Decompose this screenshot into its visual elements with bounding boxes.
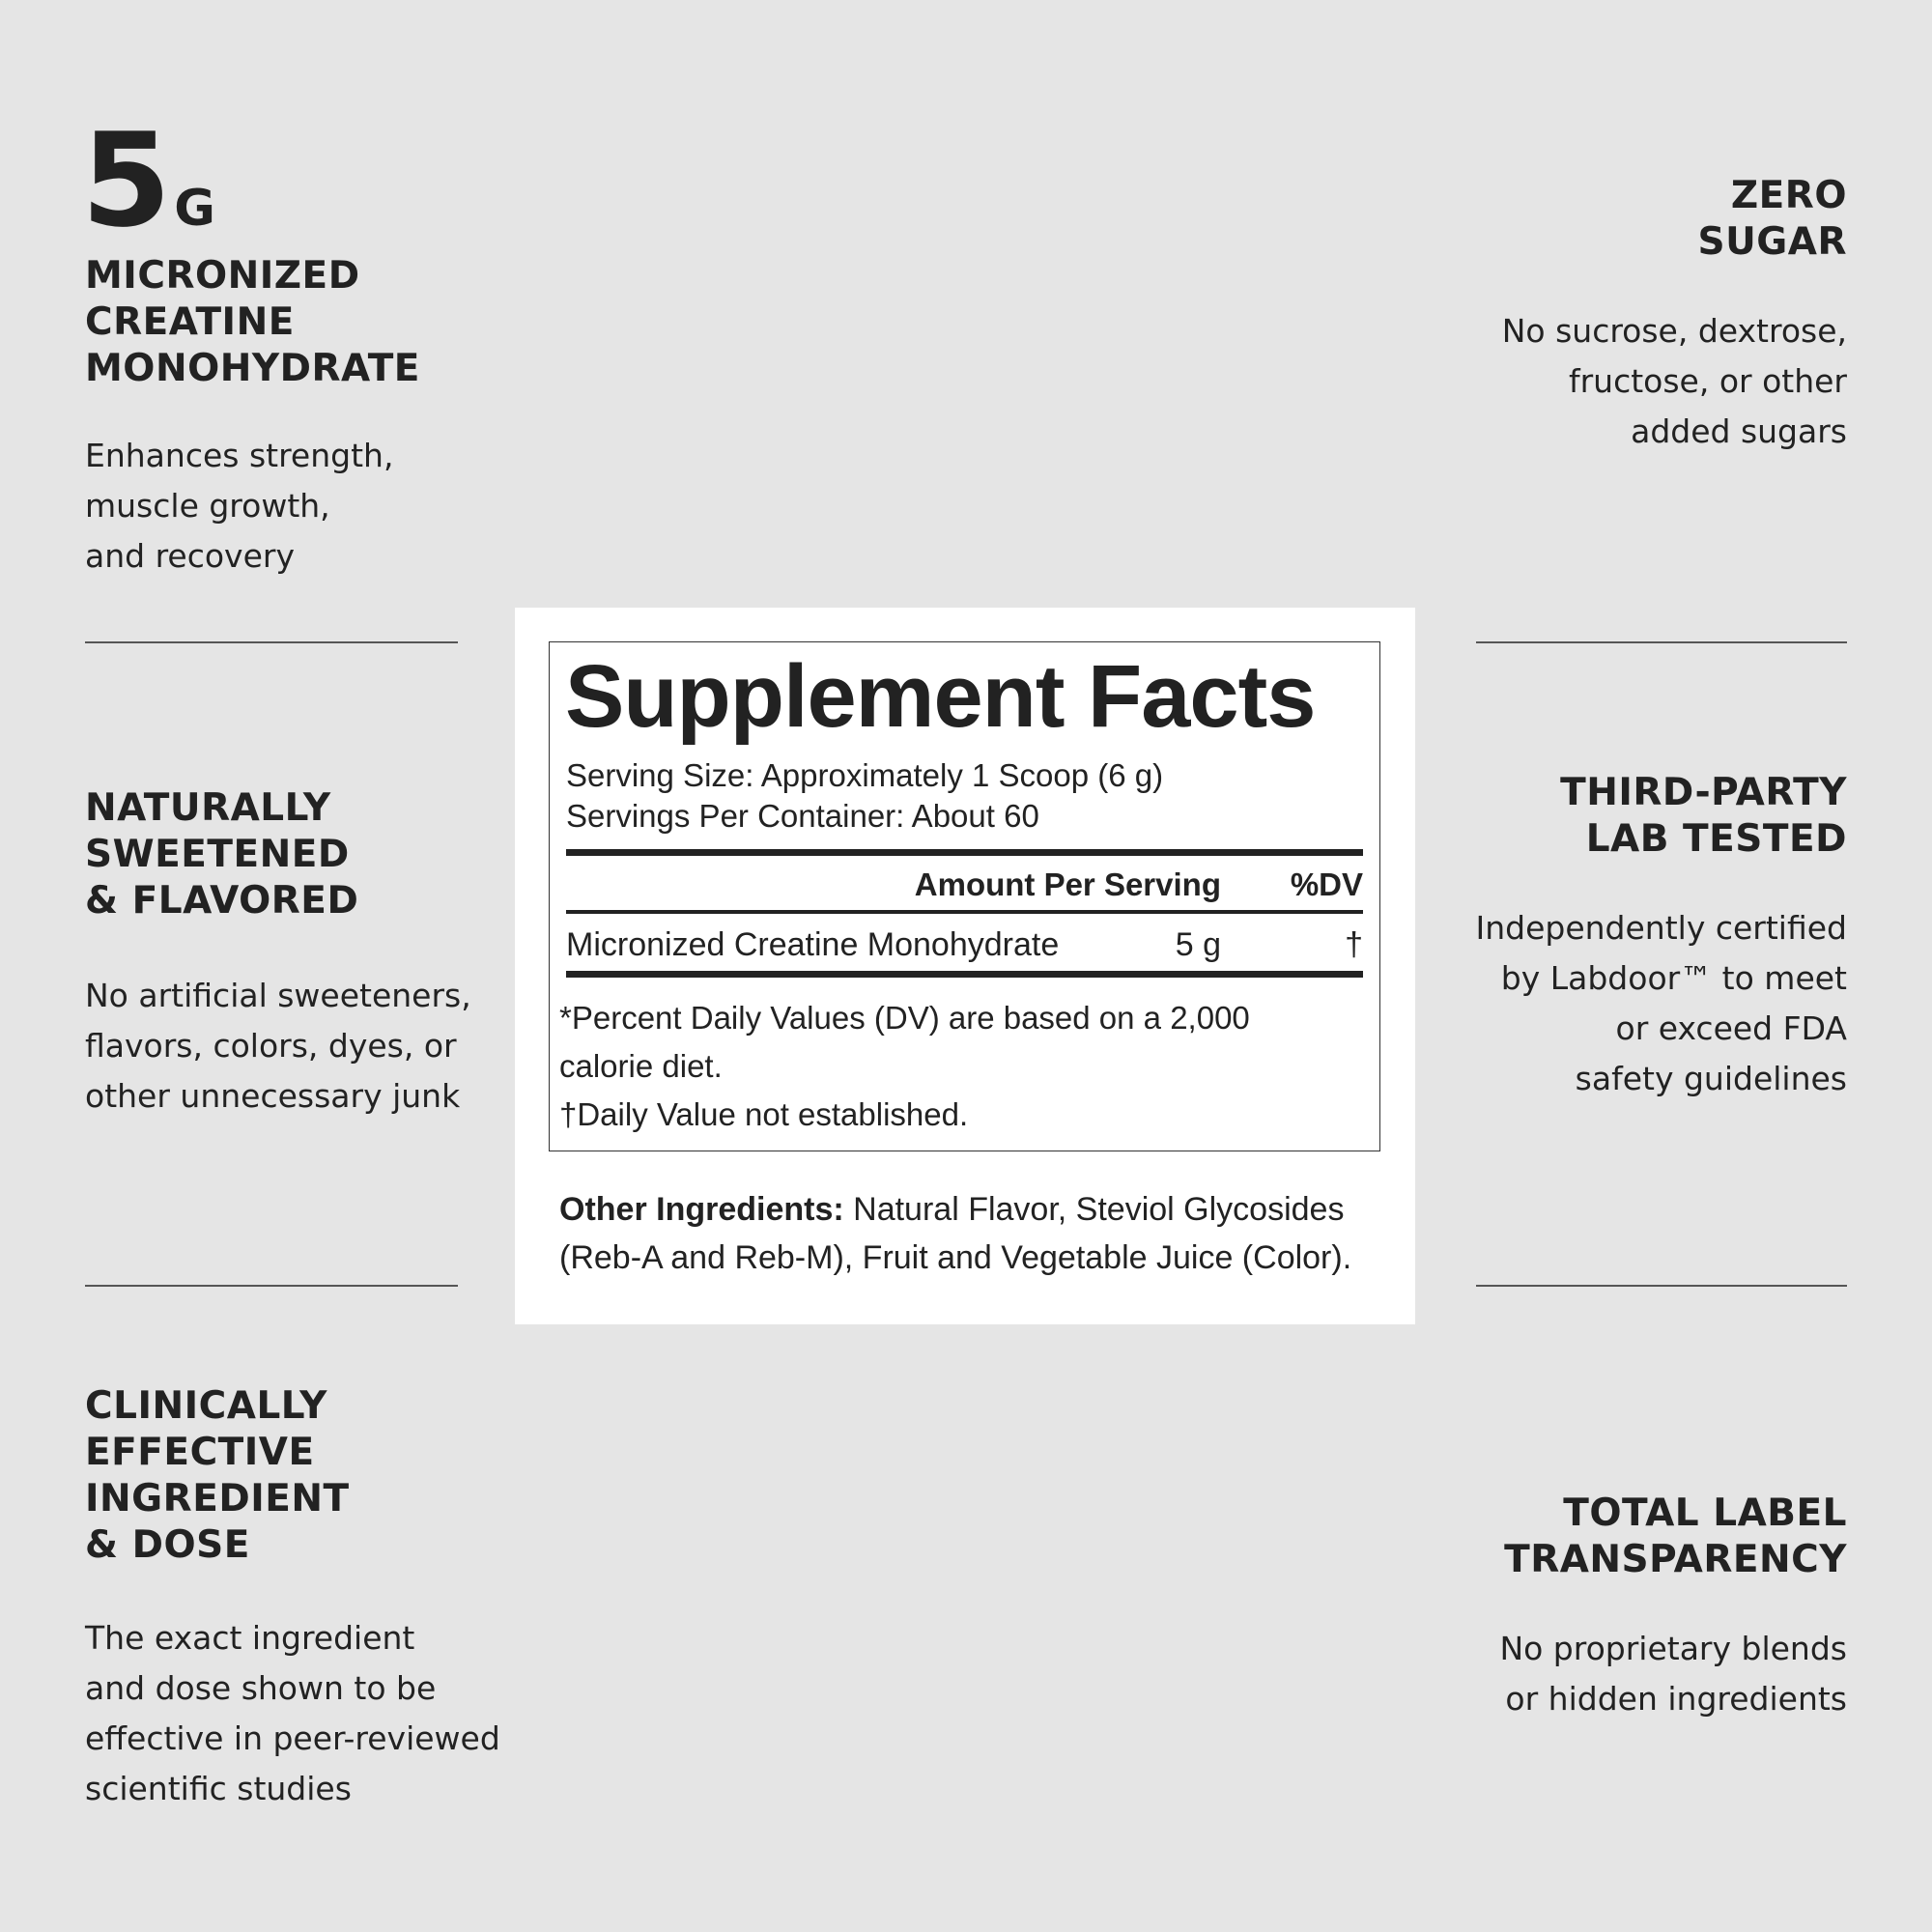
feature-creatine-heading: MICRONIZED CREATINE MONOHYDRATE [85,254,420,390]
divider-right-2 [1476,1285,1847,1287]
feature-lab-tested [1393,770,1847,1104]
servings-per-container: Servings Per Container: About 60 [566,798,1039,834]
feature-sugar [1403,173,1847,457]
divider-left-1 [85,641,458,643]
facts-rule-top [566,849,1363,856]
creatine-dose-figure [81,105,215,256]
other-ingredients [559,1185,1400,1282]
divider-right-1 [1476,641,1847,643]
feature-sugar-description: No sucrose, dextrose, fructose, or other added sugars [1501,311,1847,450]
feature-creatine-description: Enhances strength, muscle growth, and recovery [85,436,394,575]
other-ingredients-text: Natural Flavor, Steviol Glycosides (Reb-A and Reb-M), Fruit and Vegetable Juice (Color). [559,1191,1352,1276]
ingredient-name: Micronized Creatine Monohydrate [566,926,1060,963]
supplement-facts-title: Supplement Facts [565,647,1316,746]
feature-lab-tested-heading: THIRD-PARTY LAB TESTED [1560,771,1847,861]
divider-left-2 [85,1285,458,1287]
feature-sweetened-description: No artificial sweeteners, flavors, colors, dyes, or other unnecessary junk [85,976,471,1115]
feature-sweetened-heading: NATURALLY SWEETENED & FLAVORED [85,786,359,923]
feature-clinical [85,1383,539,1814]
ingredient-amount: 5 g [1175,926,1221,963]
supplement-label-panel [515,608,1415,1324]
dv-header: %DV [1290,867,1363,902]
feature-transparency [1393,1491,1847,1724]
feature-clinical-description: The exact ingredient and dose shown to be effective in peer-reviewed scientific studies [85,1618,500,1807]
facts-rule-bottom [566,971,1363,978]
supplement-facts-box [549,641,1380,1151]
other-ingredients-label: Other Ingredients: [559,1191,844,1228]
feature-creatine [85,253,510,582]
amount-per-serving-header: Amount Per Serving [914,867,1221,902]
serving-size: Serving Size: Approximately 1 Scoop (6 g) [566,757,1164,793]
ingredient-dv: † [1345,926,1363,963]
feature-sugar-heading: ZERO SUGAR [1697,174,1847,264]
feature-clinical-heading: CLINICALLY EFFECTIVE INGREDIENT & DOSE [85,1384,350,1567]
feature-transparency-heading: TOTAL LABEL TRANSPARENCY [1504,1492,1847,1581]
facts-rule-middle [566,910,1363,914]
feature-transparency-description: No proprietary blends or hidden ingredients [1499,1629,1847,1718]
dose-unit: G [174,180,215,238]
serving-info [566,755,1163,837]
dv-footnote: *Percent Daily Values (DV) are based on a 2,000 calorie diet. †Daily Value not established. [559,1000,1250,1132]
feature-lab-tested-description: Independently certified by Labdoor™ to meet or exceed FDA safety guidelines [1475,908,1847,1097]
dose-number: 5 [81,105,169,256]
feature-sweetened [85,785,539,1122]
